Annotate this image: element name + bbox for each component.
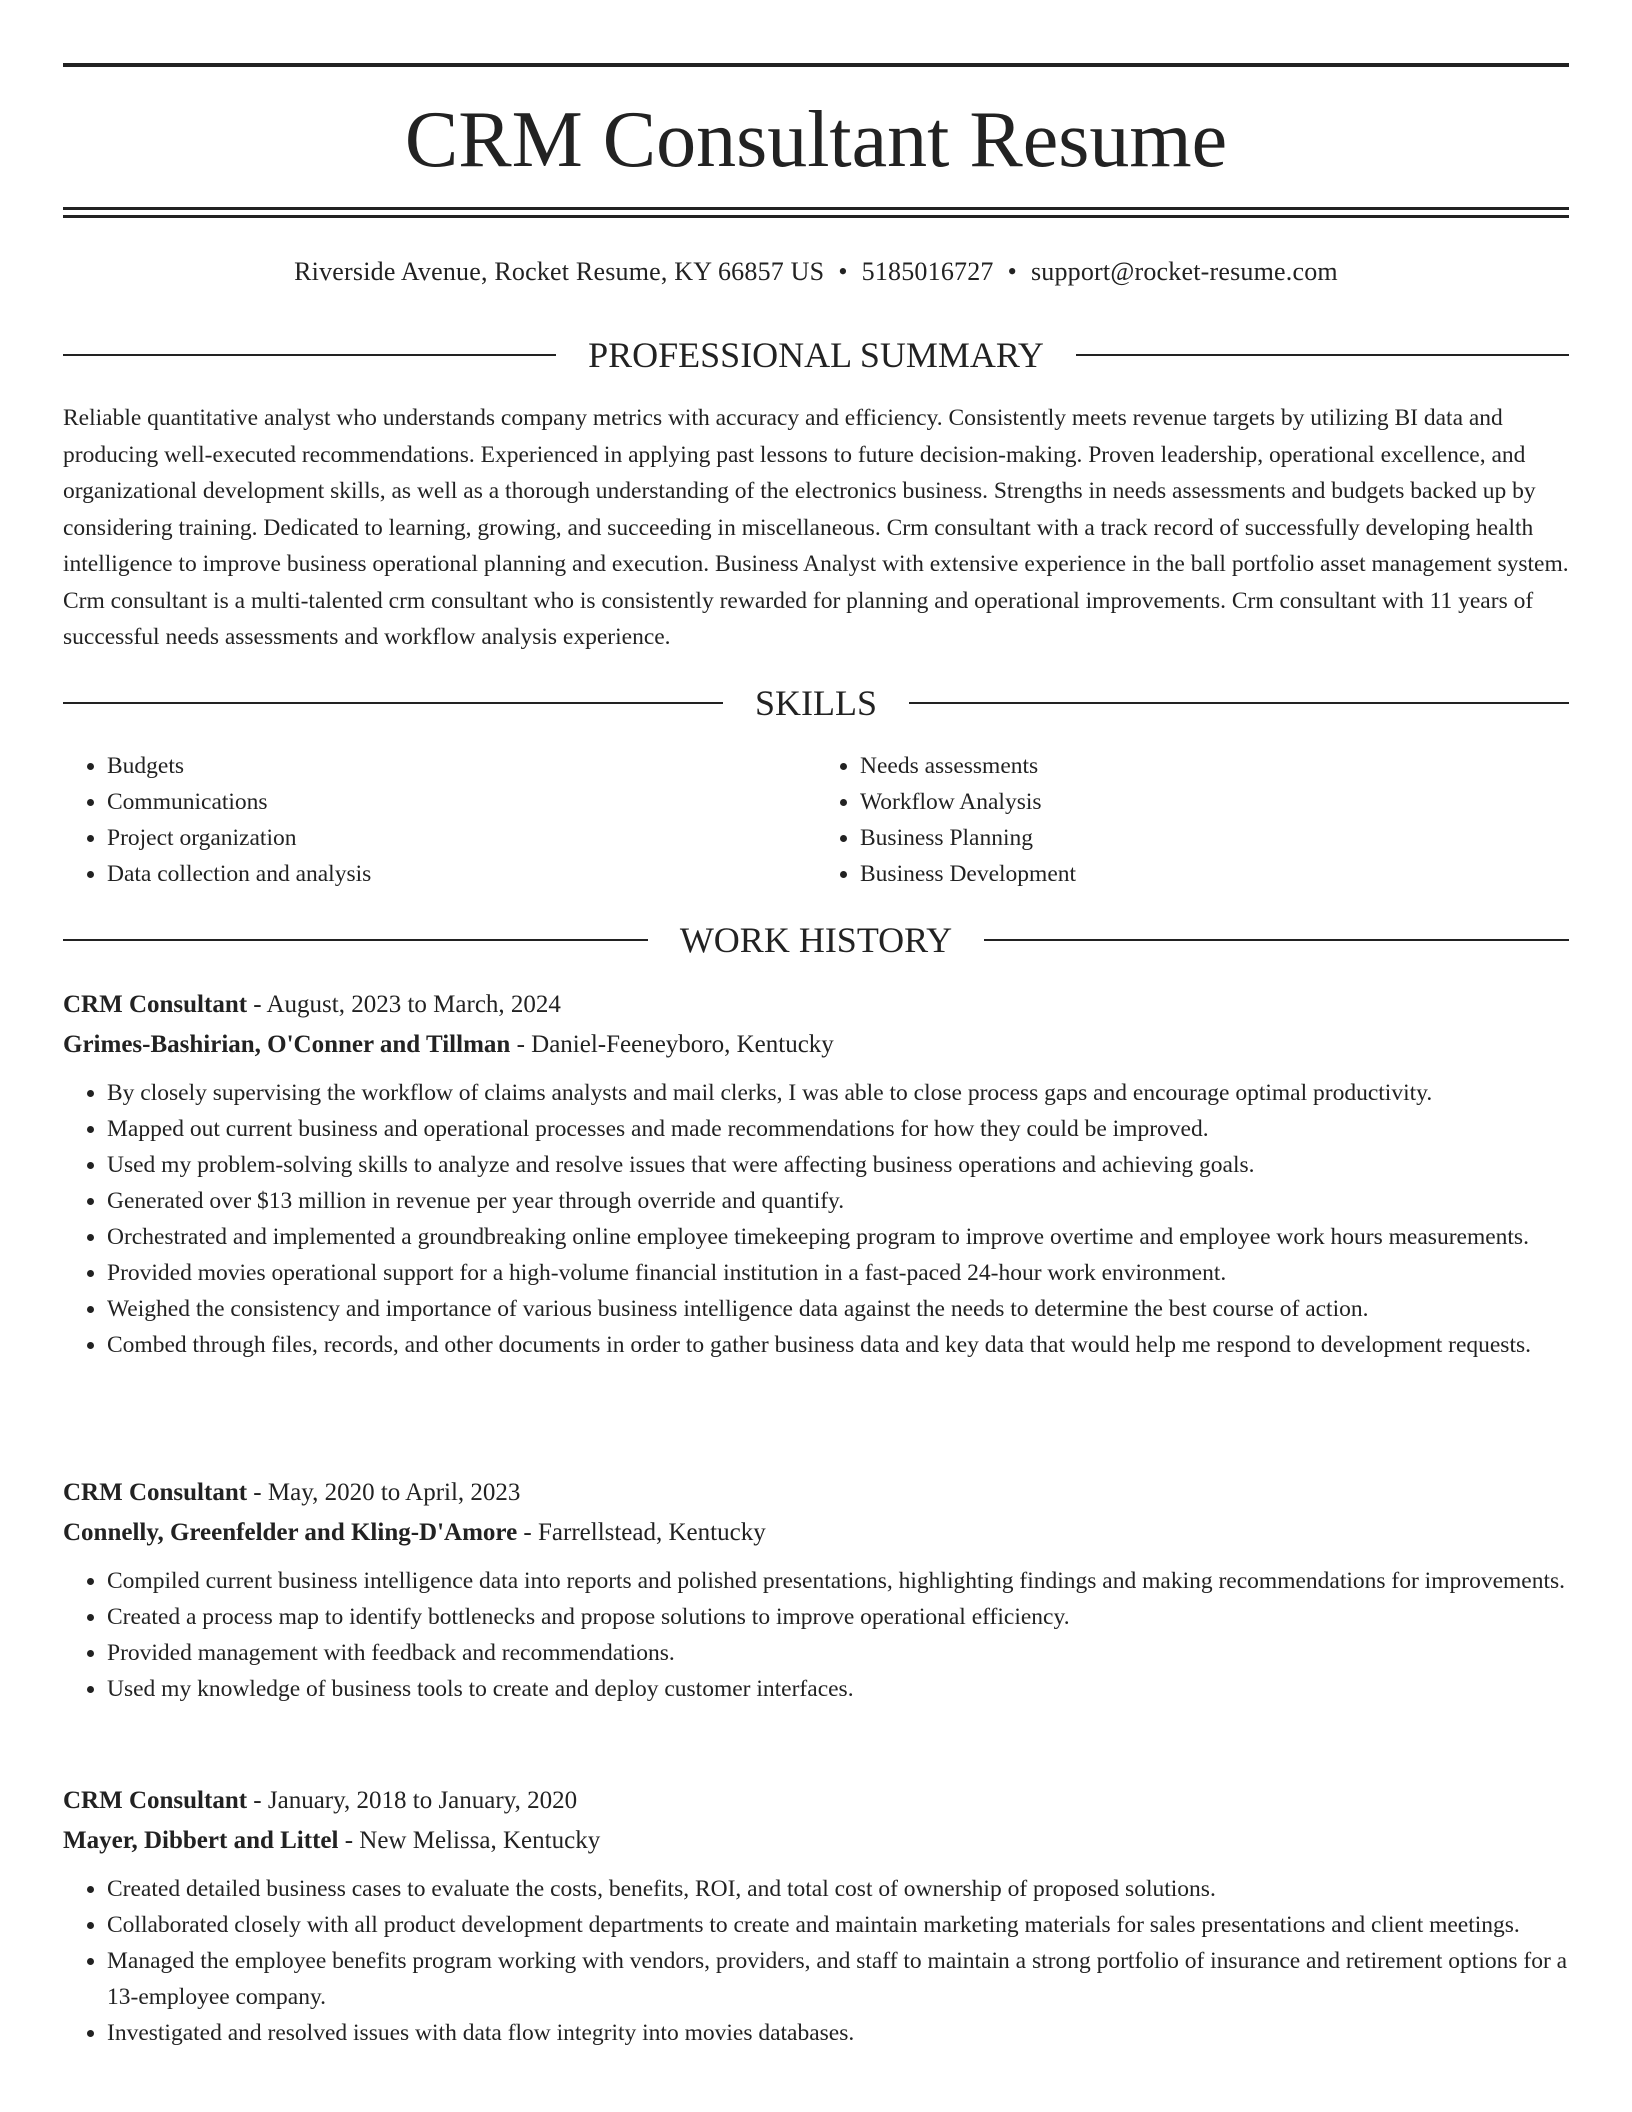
- contact-phone: 5185016727: [861, 257, 994, 286]
- job-bullet: • Combed through files, records, and other documents in order to gather business data and key data that would help me respond to development requests.: [107, 1327, 1569, 1363]
- job-bullet: • Used my knowledge of business tools to create and deploy customer interfaces.: [107, 1671, 1569, 1707]
- job-dates: - May, 2020 to April, 2023: [253, 1479, 521, 1506]
- skills-heading-label: SKILLS: [755, 683, 878, 723]
- skills-heading: [63, 681, 1569, 725]
- skills-list: [63, 748, 1569, 892]
- skills-column-right: [816, 748, 1569, 892]
- job-bullet: • Provided movies operational support for a high-volume financial institution in a fast-paced 24-hour work environment.: [107, 1255, 1569, 1291]
- summary-heading: [63, 333, 1569, 377]
- job-company-line: [63, 1513, 1569, 1553]
- job-bullets: [63, 1563, 1569, 1707]
- job-company-line: [63, 1025, 1569, 1065]
- job-bullet: • Managed the employee benefits program working with vendors, providers, and staff to maintain a strong portfolio of insurance and retirement options for a 13-employee company.: [107, 1943, 1569, 2015]
- skills-column-left: [63, 748, 816, 892]
- job-dates: - August, 2023 to March, 2024: [253, 991, 561, 1018]
- job-bullet: • Investigated and resolved issues with data flow integrity into movies databases.: [107, 2015, 1569, 2051]
- job-company: Mayer, Dibbert and Littel: [63, 1827, 339, 1854]
- job-entry: [63, 1473, 1569, 1707]
- top-rule: [63, 63, 1569, 67]
- contact-separator: •: [1007, 257, 1017, 286]
- heading-rule-left: [63, 702, 723, 704]
- contact-separator: •: [838, 257, 848, 286]
- job-bullet: • Mapped out current business and operational processes and made recommendations for how they could be improved.: [107, 1111, 1569, 1147]
- skill-item: • Business Planning: [860, 820, 1569, 856]
- heading-rule-right: [1076, 354, 1569, 356]
- skill-item: • Needs assessments: [860, 748, 1569, 784]
- job-dates: - January, 2018 to January, 2020: [253, 1787, 578, 1814]
- summary-heading-label: PROFESSIONAL SUMMARY: [588, 335, 1044, 375]
- contact-line: [63, 254, 1569, 290]
- skill-item: • Workflow Analysis: [860, 784, 1569, 820]
- job-title-line: [63, 985, 1569, 1025]
- job-company-line: [63, 1821, 1569, 1861]
- skill-item: • Project organization: [107, 820, 816, 856]
- summary-text: Reliable quantitative analyst who understands company metrics with accuracy and efficiency. Consistently meets revenue targets by utilizing BI data and producing well-executed recommendations. Experienced in applying past lessons to future decision-making. Proven leadership, operational excellence, and organizational development skills, as well as a thorough understanding of the electronics business. Strengths in needs assessments and budgets backed up by considering training. Dedicated to learning, growing, and succeeding in miscellaneous. Crm consultant with a track record of successfully developing health intelligence to improve business operational planning and execution. Business Analyst with extensive experience in the ball portfolio asset management system. Crm consultant is a multi-talented crm consultant who is consistently rewarded for planning and operational improvements. Crm consultant with 11 years of successful needs assessments and workflow analysis experience.: [63, 405, 1569, 650]
- job-bullets: [63, 1075, 1569, 1363]
- job-bullet: • By closely supervising the workflow of claims analysts and mail clerks, I was able to close process gaps and encourage optimal productivity.: [107, 1075, 1569, 1111]
- job-title: CRM Consultant: [63, 1479, 248, 1506]
- job-bullet: • Weighed the consistency and importance of various business intelligence data against the needs to determine the best course of action.: [107, 1291, 1569, 1327]
- job-title: CRM Consultant: [63, 1787, 248, 1814]
- job-bullet: • Collaborated closely with all product development departments to create and maintain marketing materials for sales presentations and client meetings.: [107, 1907, 1569, 1943]
- job-bullet: • Orchestrated and implemented a groundbreaking online employee timekeeping program to improve overtime and employee work hours measurements.: [107, 1219, 1569, 1255]
- job-location: - Farrellstead, Kentucky: [523, 1519, 766, 1546]
- job-bullet: • Compiled current business intelligence data into reports and polished presentations, highlighting findings and making recommendations for improvements.: [107, 1563, 1569, 1599]
- contact-email: support@rocket-resume.com: [1030, 257, 1338, 286]
- contact-address: Riverside Avenue, Rocket Resume, KY 66857 US: [294, 257, 825, 286]
- job-bullet: • Generated over $13 million in revenue per year through override and quantify.: [107, 1183, 1569, 1219]
- work-history-heading: [63, 918, 1569, 962]
- skill-item: • Budgets: [107, 748, 816, 784]
- job-location: - Daniel-Feeneyboro, Kentucky: [516, 1031, 834, 1058]
- job-bullet: • Provided management with feedback and recommendations.: [107, 1635, 1569, 1671]
- job-entry: [63, 985, 1569, 1363]
- heading-rule-right: [909, 702, 1569, 704]
- job-location: - New Melissa, Kentucky: [344, 1827, 601, 1854]
- job-entry: [63, 1781, 1569, 2051]
- job-company: Connelly, Greenfelder and Kling-D'Amore: [63, 1519, 518, 1546]
- work-history-heading-label: WORK HISTORY: [679, 920, 953, 960]
- job-title-line: [63, 1781, 1569, 1821]
- resume-title: CRM Consultant Resume: [404, 96, 1228, 184]
- skill-item: • Communications: [107, 784, 816, 820]
- heading-rule-left: [63, 939, 648, 941]
- skill-item: • Business Development: [860, 856, 1569, 892]
- job-title-line: [63, 1473, 1569, 1513]
- job-bullet: • Created a process map to identify bottlenecks and propose solutions to improve operational efficiency.: [107, 1599, 1569, 1635]
- heading-rule-right: [984, 939, 1569, 941]
- job-bullets: [63, 1871, 1569, 2051]
- title-double-rule: [63, 207, 1569, 218]
- job-title: CRM Consultant: [63, 991, 248, 1018]
- skill-item: • Data collection and analysis: [107, 856, 816, 892]
- job-bullet: • Created detailed business cases to evaluate the costs, benefits, ROI, and total cost of ownership of proposed solutions.: [107, 1871, 1569, 1907]
- job-company: Grimes-Bashirian, O'Conner and Tillman: [63, 1031, 511, 1058]
- heading-rule-left: [63, 354, 556, 356]
- job-bullet: • Used my problem-solving skills to analyze and resolve issues that were affecting business operations and achieving goals.: [107, 1147, 1569, 1183]
